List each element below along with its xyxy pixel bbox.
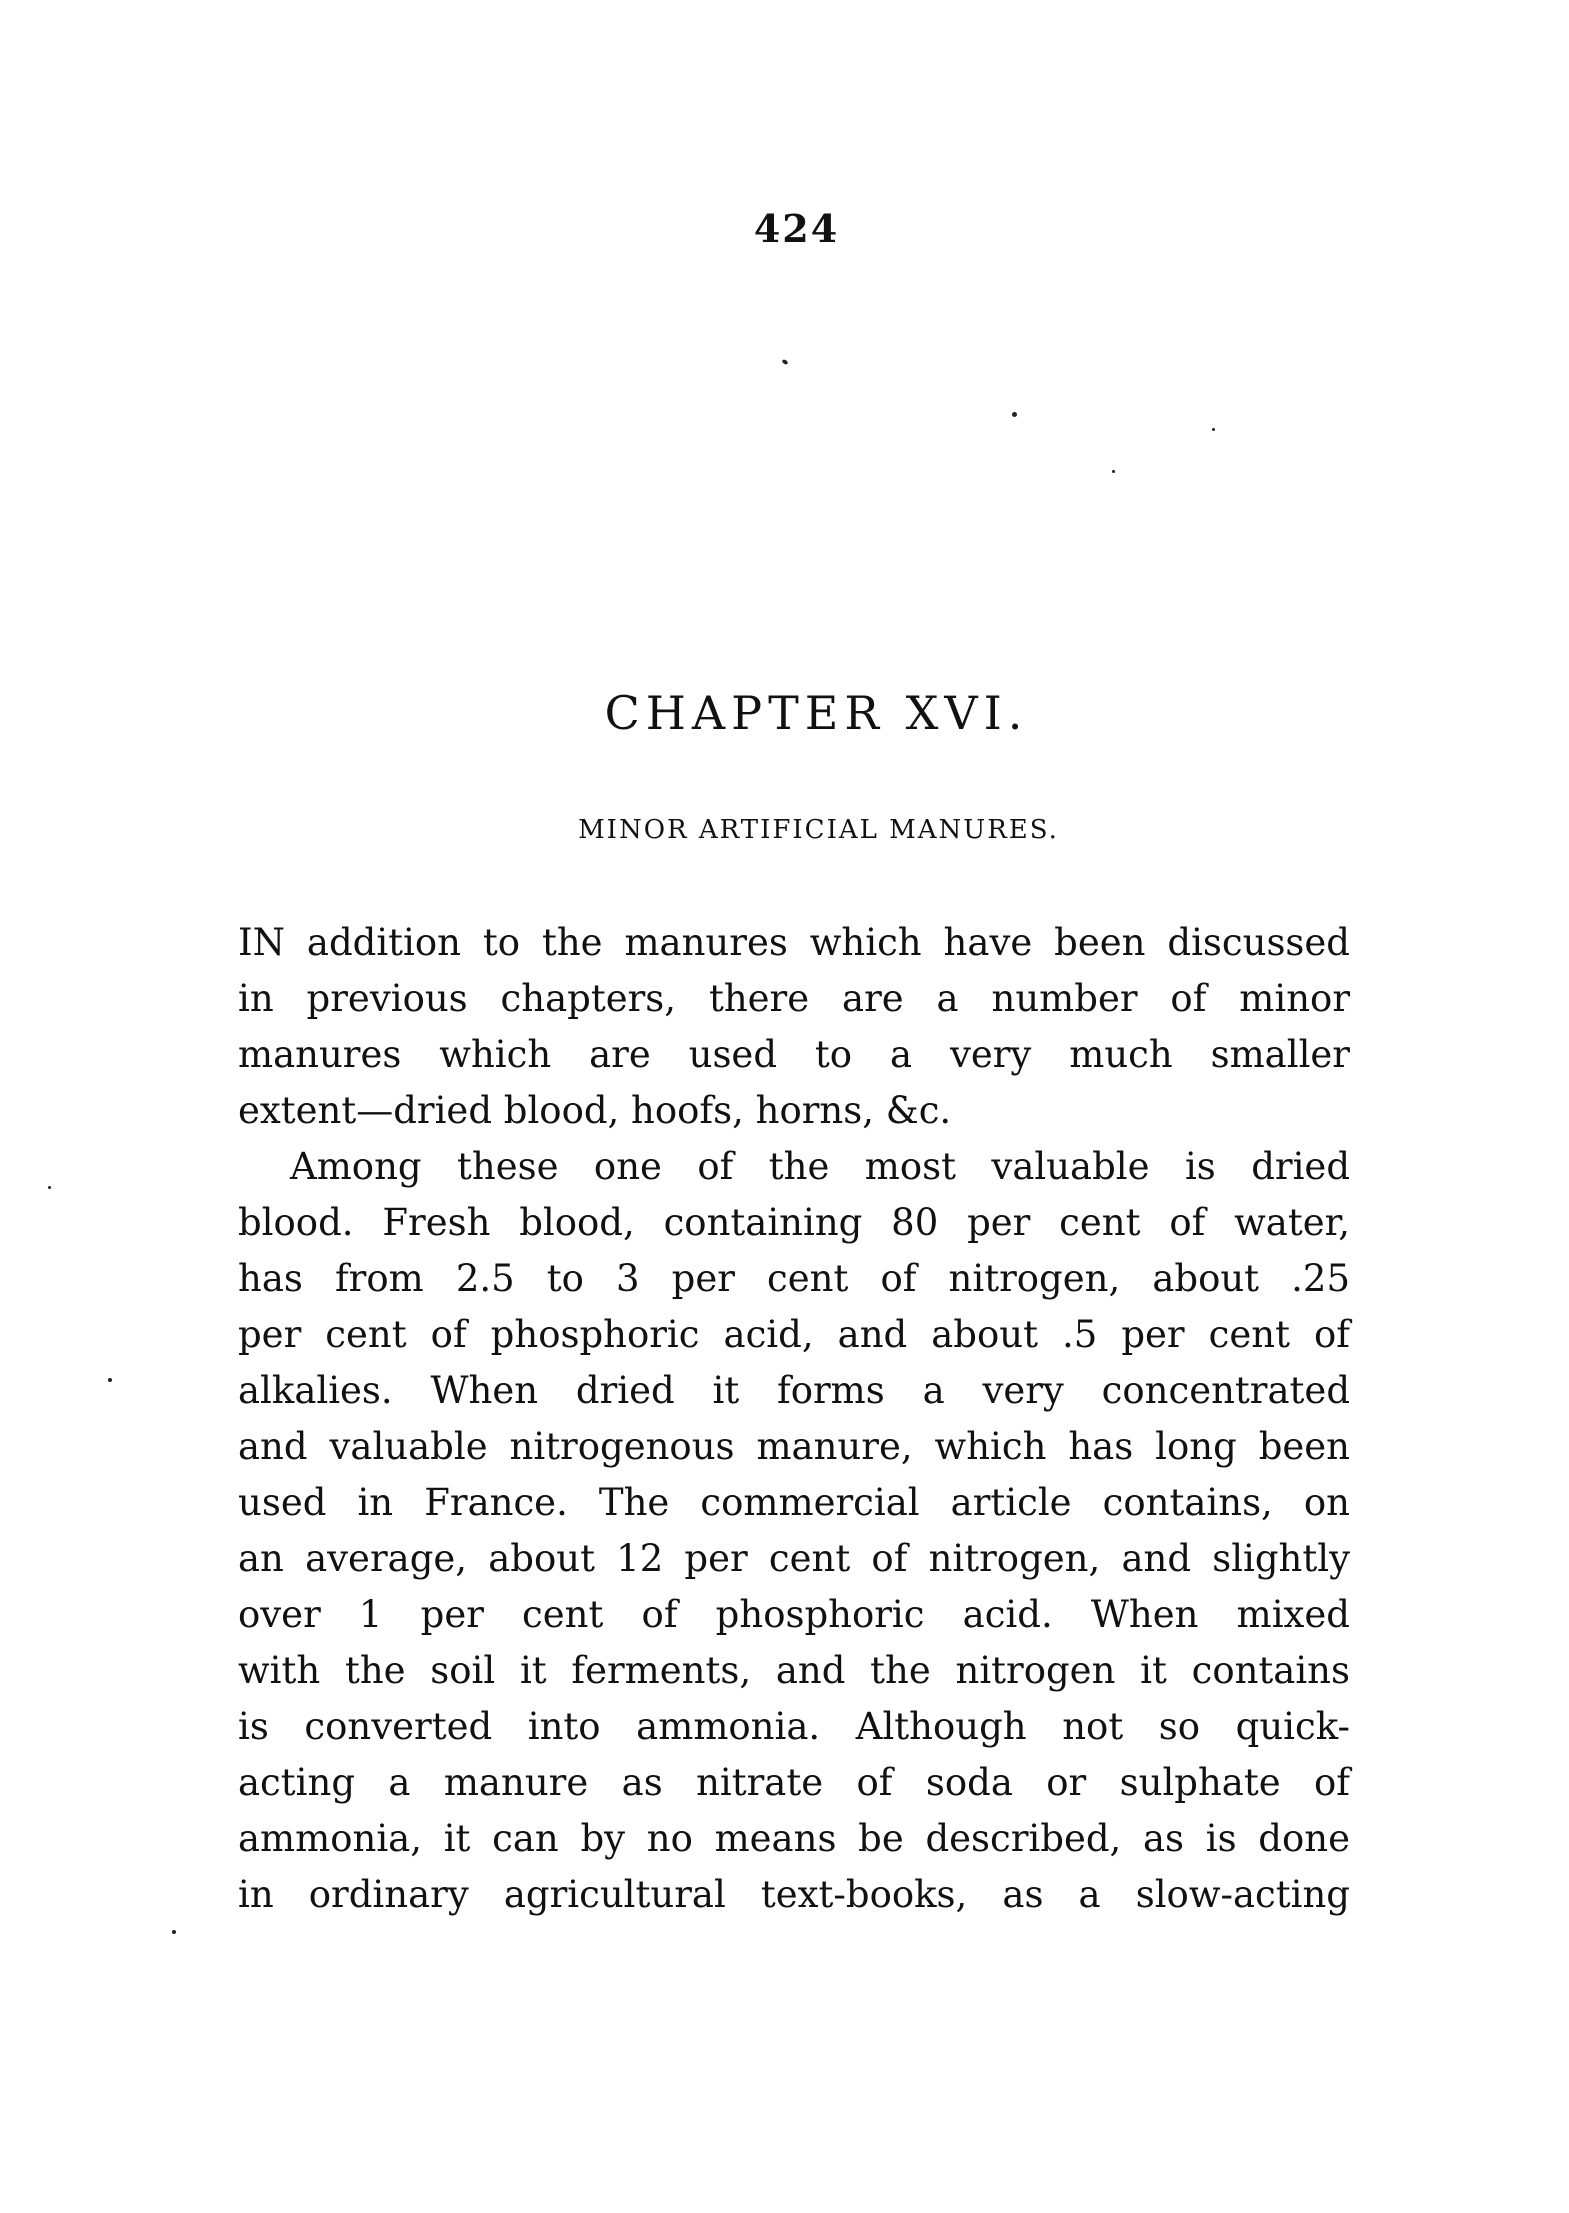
text-line: and valuable nitrogenous manure, which has long been [238, 1425, 1350, 1468]
scan-speck [48, 1186, 51, 1189]
text-line: in previous chapters, there are a number of minor [238, 977, 1350, 1020]
text-line: with the soil it ferments, and the nitrogen it contains [238, 1649, 1350, 1692]
text-line: per cent of phosphoric acid, and about .5 per cent of [238, 1313, 1350, 1356]
text-line: has from 2.5 to 3 per cent of nitrogen, about .25 [238, 1257, 1350, 1300]
text-line: blood. Fresh blood, containing 80 per cent of water, [238, 1201, 1350, 1244]
scan-speck [1112, 470, 1115, 473]
body-text [238, 915, 1350, 1923]
text-line: alkalies. When dried it forms a very concentrated [238, 1369, 1350, 1412]
scan-speck [1012, 412, 1017, 417]
scan-speck [108, 1378, 112, 1382]
text-line: over 1 per cent of phosphoric acid. When mixed [238, 1593, 1350, 1636]
text-line: ammonia, it can by no means be described, as is done [238, 1817, 1350, 1860]
text-line: acting a manure as nitrate of soda or sulphate of [238, 1761, 1350, 1804]
text-line: extent—dried blood, hoofs, horns, &c. [238, 1089, 952, 1132]
scan-speck [1212, 428, 1215, 431]
page-number: 424 [753, 206, 840, 251]
paragraph-1 [238, 915, 1350, 1139]
text-line: an average, about 12 per cent of nitrogen, and slightly [238, 1537, 1350, 1580]
text-line: used in France. The commercial article contains, on [238, 1481, 1350, 1524]
text-line: IN addition to the manures which have been discussed [238, 921, 1350, 964]
chapter-title: CHAPTER XVI. [604, 686, 1029, 740]
scan-speck [172, 1930, 176, 1934]
text-line: in ordinary agricultural text-books, as a slow-acting [238, 1873, 1350, 1916]
text-line: manures which are used to a very much smaller [238, 1033, 1350, 1076]
section-title: MINOR ARTIFICIAL MANURES. [578, 815, 1059, 845]
text-line: is converted into ammonia. Although not so quick- [238, 1705, 1350, 1748]
text-line: Among these one of the most valuable is dried [290, 1145, 1350, 1188]
scan-speck [781, 359, 788, 366]
paragraph-2 [238, 1139, 1350, 1923]
